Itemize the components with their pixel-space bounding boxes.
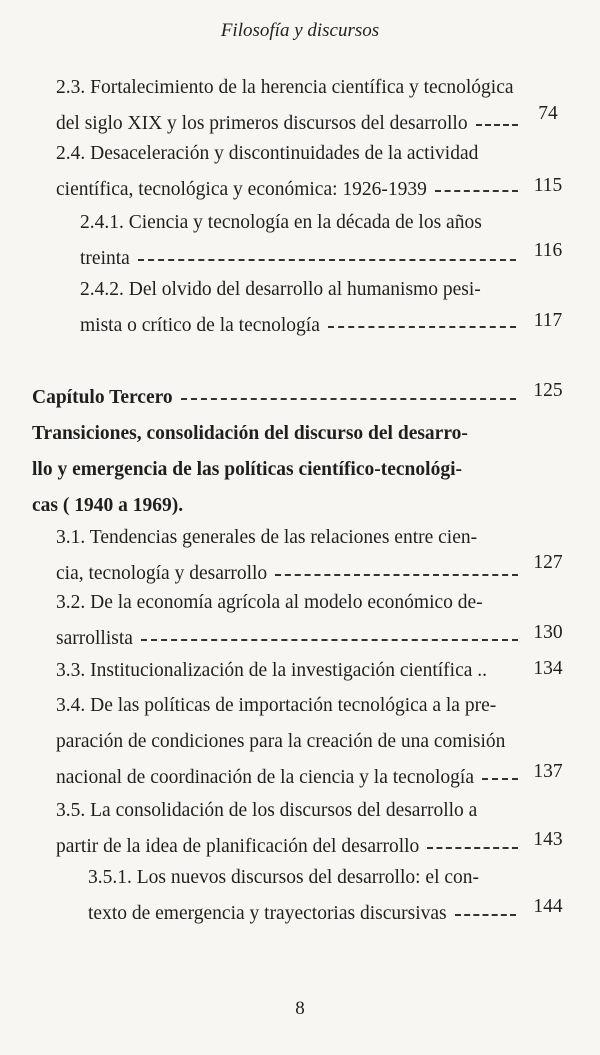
dot-leader bbox=[435, 190, 518, 192]
chapter-title-line: llo y emergencia de las políticas científico-tecnológi- bbox=[32, 459, 462, 480]
dot-leader bbox=[181, 398, 516, 400]
entry-text-line: 2.4.2. Del olvido del desarrollo al humanismo pesi- bbox=[80, 279, 481, 300]
entry-text-line: texto de emergencia y trayectorias discursivas bbox=[88, 903, 447, 924]
entry-text-line: 3.5.1. Los nuevos discursos del desarrollo: el con- bbox=[88, 867, 480, 888]
entry-text-line: 3.3. Institucionalización de la investigación científica .. bbox=[56, 660, 488, 681]
chapter-title-line: Transiciones, consolidación del discurso del desarro- bbox=[32, 423, 468, 444]
page-number: 74 bbox=[538, 103, 558, 124]
entry-text-line: 3.2. De la economía agrícola al modelo económico de- bbox=[56, 592, 483, 613]
toc-entry-2-4-2 bbox=[80, 272, 516, 344]
page-number: 130 bbox=[533, 622, 563, 643]
page-number: 144 bbox=[533, 896, 563, 917]
entry-text-line: científica, tecnológica y económica: 1926-1939 bbox=[56, 179, 427, 200]
page-number: 137 bbox=[533, 761, 563, 782]
entry-text-line: nacional de coordinación de la ciencia y la tecnología bbox=[56, 767, 474, 788]
entry-text-line: del siglo XIX y los primeros discursos del desarrollo bbox=[56, 113, 468, 134]
chapter-title bbox=[32, 416, 522, 524]
toc-entry-3-5 bbox=[56, 793, 518, 865]
dot-leader bbox=[141, 639, 518, 641]
toc-entry-3-5-1 bbox=[88, 860, 516, 932]
page-number: 134 bbox=[533, 658, 563, 679]
entry-text-line: 3.5. La consolidación de los discursos del desarrollo a bbox=[56, 800, 478, 821]
entry-text-line: 3.1. Tendencias generales de las relaciones entre cien- bbox=[56, 527, 478, 548]
page-number: 117 bbox=[533, 310, 563, 331]
page-number: 125 bbox=[533, 380, 563, 401]
dot-leader bbox=[427, 847, 518, 849]
entry-text-line: paración de condiciones para la creación de una comisión bbox=[56, 731, 506, 752]
chapter-title-line: cas ( 1940 a 1969). bbox=[32, 495, 184, 516]
entry-text-line: 2.4.1. Ciencia y tecnología en la década de los años bbox=[80, 212, 482, 233]
chapter-label: Capítulo Tercero bbox=[32, 387, 173, 408]
entry-text-line: partir de la idea de planificación del desarrollo bbox=[56, 836, 420, 857]
page-number: 127 bbox=[533, 552, 563, 573]
dot-leader bbox=[275, 574, 518, 576]
dot-leader bbox=[328, 326, 516, 328]
toc-entry-chapter-3 bbox=[32, 380, 516, 416]
page-number: 143 bbox=[533, 829, 563, 850]
running-head: Filosofía y discursos bbox=[220, 20, 380, 41]
toc-entry-3-3 bbox=[56, 653, 518, 689]
entry-text-line: mista o crítico de la tecnología bbox=[80, 315, 320, 336]
entry-text-line: sarrollista bbox=[56, 628, 133, 649]
entry-text-line: 2.4. Desaceleración y discontinuidades de la actividad bbox=[56, 143, 479, 164]
page-number: 115 bbox=[533, 175, 563, 196]
dot-leader bbox=[476, 124, 518, 126]
toc-entry-3-4 bbox=[56, 688, 518, 796]
dot-leader bbox=[138, 259, 516, 261]
entry-text-line: cia, tecnología y desarrollo bbox=[56, 563, 268, 584]
entry-text-line: 2.3. Fortalecimiento de la herencia científica y tecnológica bbox=[56, 77, 514, 98]
toc-entry-2-4-1 bbox=[80, 205, 516, 277]
entry-text-line: 3.4. De las políticas de importación tecnológica a la pre- bbox=[56, 695, 497, 716]
entry-text-line: treinta bbox=[80, 248, 130, 269]
toc-entry-2-4 bbox=[56, 136, 518, 208]
toc-entry-2-3 bbox=[56, 70, 518, 142]
toc-entry-3-1 bbox=[56, 520, 518, 592]
dot-leader bbox=[455, 914, 516, 916]
folio-page-number: 8 bbox=[295, 998, 305, 1019]
page-number: 116 bbox=[533, 240, 563, 261]
dot-leader bbox=[482, 778, 518, 780]
toc-entry-3-2 bbox=[56, 585, 518, 657]
